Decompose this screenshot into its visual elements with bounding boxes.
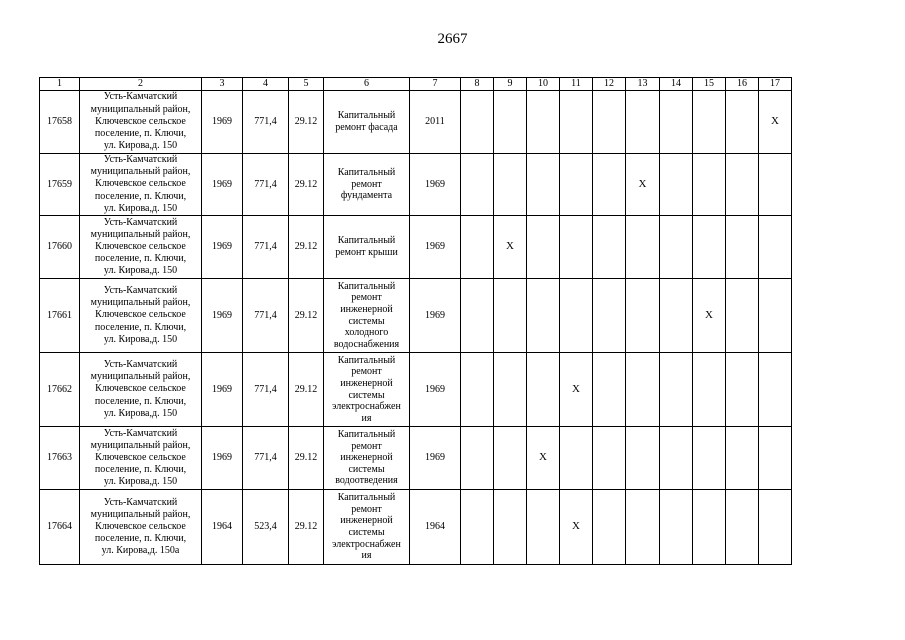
- col-header: 17: [759, 78, 792, 91]
- mark-cell-10: [527, 279, 560, 353]
- mark-cell-8: [461, 427, 494, 490]
- repair-schedule-table: [39, 77, 792, 565]
- mark-cell-15: X: [693, 279, 726, 353]
- address-line: ул. Кирова,д. 150: [103, 202, 178, 214]
- mark-cell-9: X: [494, 216, 527, 279]
- mark-cell-15: [693, 91, 726, 154]
- address-line: муниципальный район,: [90, 166, 191, 178]
- col-header: 14: [660, 78, 693, 91]
- row-number-cell: 17661: [40, 279, 80, 353]
- code-cell: 29.12: [289, 427, 324, 490]
- mark-cell-13: [626, 279, 660, 353]
- address-line: ул. Кирова,д. 150: [103, 333, 178, 345]
- work-type-line: фундамента: [340, 190, 393, 202]
- table-row: [40, 279, 792, 353]
- address-line: муниципальный район,: [90, 371, 191, 383]
- mark-cell-16: [726, 91, 759, 154]
- address-cell: [80, 353, 202, 427]
- work-type-line: ремонт: [351, 292, 382, 304]
- work-type-cell: [324, 427, 410, 490]
- table-row: [40, 154, 792, 216]
- code-cell: 29.12: [289, 216, 324, 279]
- address-line: поселение, п. Ключи,: [94, 533, 187, 545]
- row-number-cell: 17659: [40, 154, 80, 216]
- work-type-line: системы: [348, 527, 385, 539]
- mark-cell-13: X: [626, 154, 660, 216]
- mark-cell-15: [693, 427, 726, 490]
- col-header: 5: [289, 78, 324, 91]
- address-line: поселение, п. Ключи,: [94, 128, 187, 140]
- mark-cell-9: [494, 353, 527, 427]
- mark-cell-10: [527, 353, 560, 427]
- mark-cell-14: [660, 490, 693, 565]
- work-type-cell: [324, 490, 410, 565]
- address-cell: [80, 279, 202, 353]
- area-cell: 771,4: [243, 91, 289, 154]
- work-type-line: ремонт: [351, 178, 382, 190]
- work-type-cell: [324, 216, 410, 279]
- code-cell: 29.12: [289, 91, 324, 154]
- mark-cell-8: [461, 279, 494, 353]
- col-header: 10: [527, 78, 560, 91]
- mark-cell-12: [593, 490, 626, 565]
- mark-cell-11: [560, 91, 593, 154]
- mark-cell-12: [593, 427, 626, 490]
- work-type-line: Капитальный: [337, 110, 396, 122]
- work-type-line: холодного: [344, 327, 389, 339]
- mark-cell-13: [626, 353, 660, 427]
- mark-cell-9: [494, 154, 527, 216]
- code-cell: 29.12: [289, 490, 324, 565]
- mark-cell-9: [494, 91, 527, 154]
- mark-cell-16: [726, 279, 759, 353]
- address-line: Ключевское сельское: [95, 383, 186, 395]
- work-type-cell: [324, 91, 410, 154]
- mark-cell-17: [759, 154, 792, 216]
- work-type-line: электроснабжен: [332, 538, 401, 550]
- col-header: 8: [461, 78, 494, 91]
- mark-cell-11: X: [560, 353, 593, 427]
- work-type-line: ия: [361, 412, 372, 424]
- work-type-cell: [324, 279, 410, 353]
- address-line: муниципальный район,: [90, 103, 191, 115]
- table-row: [40, 490, 792, 565]
- work-type-line: Капитальный: [337, 280, 396, 292]
- work-type-line: системы: [348, 389, 385, 401]
- mark-cell-11: [560, 154, 593, 216]
- mark-cell-10: [527, 154, 560, 216]
- work-type-line: инженерной: [340, 515, 393, 527]
- code-cell: 29.12: [289, 154, 324, 216]
- mark-cell-17: [759, 279, 792, 353]
- address-line: ул. Кирова,д. 150: [103, 265, 178, 277]
- address-line: Ключевское сельское: [95, 115, 186, 127]
- mark-cell-17: [759, 490, 792, 565]
- mark-cell-17: [759, 216, 792, 279]
- col-header: 9: [494, 78, 527, 91]
- address-line: ул. Кирова,д. 150: [103, 140, 178, 152]
- address-line: поселение, п. Ключи,: [94, 395, 187, 407]
- area-cell: 771,4: [243, 216, 289, 279]
- col-header: 11: [560, 78, 593, 91]
- mark-cell-10: [527, 216, 560, 279]
- address-line: поселение, п. Ключи,: [94, 253, 187, 265]
- work-type-line: Капитальный: [337, 167, 396, 179]
- mark-cell-9: [494, 490, 527, 565]
- work-type-line: ремонт: [351, 503, 382, 515]
- address-line: поселение, п. Ключи,: [94, 321, 187, 333]
- mark-cell-11: X: [560, 490, 593, 565]
- work-type-line: ремонт крыши: [335, 247, 398, 259]
- year-cell: 1964: [202, 490, 243, 565]
- mark-cell-8: [461, 216, 494, 279]
- mark-cell-10: [527, 91, 560, 154]
- mark-cell-15: [693, 154, 726, 216]
- mark-cell-11: [560, 427, 593, 490]
- year-cell: 1969: [202, 91, 243, 154]
- col-header: 3: [202, 78, 243, 91]
- plan-year-cell: 1969: [410, 279, 461, 353]
- area-cell: 771,4: [243, 154, 289, 216]
- mark-cell-16: [726, 216, 759, 279]
- mark-cell-16: [726, 427, 759, 490]
- work-type-line: инженерной: [340, 303, 393, 315]
- work-type-line: Капитальный: [337, 429, 396, 441]
- plan-year-cell: 1969: [410, 353, 461, 427]
- work-type-cell: [324, 353, 410, 427]
- mark-cell-17: [759, 427, 792, 490]
- row-number-cell: 17662: [40, 353, 80, 427]
- plan-year-cell: 2011: [410, 91, 461, 154]
- work-type-line: водоотведения: [335, 475, 398, 487]
- table-row: [40, 91, 792, 154]
- work-type-line: инженерной: [340, 377, 393, 389]
- mark-cell-14: [660, 216, 693, 279]
- mark-cell-12: [593, 353, 626, 427]
- mark-cell-9: [494, 427, 527, 490]
- mark-cell-10: X: [527, 427, 560, 490]
- work-type-line: Капитальный: [337, 354, 396, 366]
- mark-cell-14: [660, 154, 693, 216]
- year-cell: 1969: [202, 216, 243, 279]
- work-type-line: водоснабжения: [333, 338, 400, 350]
- work-type-line: ия: [361, 550, 372, 562]
- year-cell: 1969: [202, 154, 243, 216]
- address-line: Ключевское сельское: [95, 240, 186, 252]
- code-cell: 29.12: [289, 353, 324, 427]
- mark-cell-9: [494, 279, 527, 353]
- col-header: 16: [726, 78, 759, 91]
- mark-cell-14: [660, 353, 693, 427]
- work-type-line: Капитальный: [337, 235, 396, 247]
- address-line: Усть-Камчатский: [103, 496, 178, 508]
- area-cell: 771,4: [243, 427, 289, 490]
- plan-year-cell: 1969: [410, 154, 461, 216]
- mark-cell-16: [726, 353, 759, 427]
- address-line: Ключевское сельское: [95, 451, 186, 463]
- work-type-line: ремонт: [351, 440, 382, 452]
- work-type-line: системы: [348, 463, 385, 475]
- address-line: Ключевское сельское: [95, 309, 186, 321]
- address-line: муниципальный район,: [90, 508, 191, 520]
- address-cell: [80, 91, 202, 154]
- plan-year-cell: 1964: [410, 490, 461, 565]
- plan-year-cell: 1969: [410, 216, 461, 279]
- address-line: Усть-Камчатский: [103, 154, 178, 165]
- address-line: Усть-Камчатский: [103, 359, 178, 370]
- year-cell: 1969: [202, 279, 243, 353]
- header-row: [40, 78, 792, 91]
- row-number-cell: 17658: [40, 91, 80, 154]
- address-line: Усть-Камчатский: [103, 91, 178, 103]
- address-line: Усть-Камчатский: [103, 216, 178, 228]
- mark-cell-8: [461, 490, 494, 565]
- code-cell: 29.12: [289, 279, 324, 353]
- mark-cell-13: [626, 91, 660, 154]
- mark-cell-16: [726, 490, 759, 565]
- address-line: поселение, п. Ключи,: [94, 464, 187, 476]
- address-line: ул. Кирова,д. 150: [103, 476, 178, 488]
- col-header: 4: [243, 78, 289, 91]
- col-header: 15: [693, 78, 726, 91]
- work-type-line: электроснабжен: [332, 401, 401, 413]
- address-line: Усть-Камчатский: [103, 285, 178, 296]
- col-header: 2: [80, 78, 202, 91]
- table-row: [40, 216, 792, 279]
- mark-cell-16: [726, 154, 759, 216]
- mark-cell-15: [693, 216, 726, 279]
- mark-cell-14: [660, 279, 693, 353]
- mark-cell-15: [693, 353, 726, 427]
- mark-cell-13: [626, 490, 660, 565]
- col-header: 7: [410, 78, 461, 91]
- mark-cell-13: [626, 427, 660, 490]
- area-cell: 523,4: [243, 490, 289, 565]
- work-type-cell: [324, 154, 410, 216]
- address-line: муниципальный район,: [90, 297, 191, 309]
- mark-cell-10: [527, 490, 560, 565]
- mark-cell-13: [626, 216, 660, 279]
- address-cell: [80, 427, 202, 490]
- table-row: [40, 353, 792, 427]
- mark-cell-14: [660, 427, 693, 490]
- address-line: ул. Кирова,д. 150а: [101, 545, 180, 557]
- mark-cell-12: [593, 91, 626, 154]
- mark-cell-12: [593, 154, 626, 216]
- work-type-line: системы: [348, 315, 385, 327]
- plan-year-cell: 1969: [410, 427, 461, 490]
- year-cell: 1969: [202, 353, 243, 427]
- col-header: 6: [324, 78, 410, 91]
- row-number-cell: 17663: [40, 427, 80, 490]
- address-cell: [80, 154, 202, 216]
- address-line: муниципальный район,: [90, 439, 191, 451]
- year-cell: 1969: [202, 427, 243, 490]
- mark-cell-15: [693, 490, 726, 565]
- work-type-line: ремонт: [351, 366, 382, 378]
- work-type-line: инженерной: [340, 452, 393, 464]
- mark-cell-12: [593, 216, 626, 279]
- row-number-cell: 17664: [40, 490, 80, 565]
- mark-cell-17: X: [759, 91, 792, 154]
- address-line: поселение, п. Ключи,: [94, 190, 187, 202]
- work-type-line: Капитальный: [337, 492, 396, 504]
- work-type-line: ремонт фасада: [335, 122, 398, 133]
- mark-cell-14: [660, 91, 693, 154]
- mark-cell-11: [560, 279, 593, 353]
- col-header: 13: [626, 78, 660, 91]
- page-number: 2667: [437, 31, 468, 47]
- col-header: 1: [40, 78, 80, 91]
- mark-cell-12: [593, 279, 626, 353]
- col-header: 12: [593, 78, 626, 91]
- table-row: [40, 427, 792, 490]
- mark-cell-8: [461, 353, 494, 427]
- area-cell: 771,4: [243, 353, 289, 427]
- address-line: муниципальный район,: [90, 228, 191, 240]
- address-line: ул. Кирова,д. 150: [103, 407, 178, 419]
- mark-cell-11: [560, 216, 593, 279]
- address-cell: [80, 490, 202, 565]
- mark-cell-8: [461, 154, 494, 216]
- mark-cell-17: [759, 353, 792, 427]
- row-number-cell: 17660: [40, 216, 80, 279]
- area-cell: 771,4: [243, 279, 289, 353]
- address-line: Усть-Камчатский: [103, 427, 178, 439]
- address-cell: [80, 216, 202, 279]
- mark-cell-8: [461, 91, 494, 154]
- address-line: Ключевское сельское: [95, 178, 186, 190]
- address-line: Ключевское сельское: [95, 520, 186, 532]
